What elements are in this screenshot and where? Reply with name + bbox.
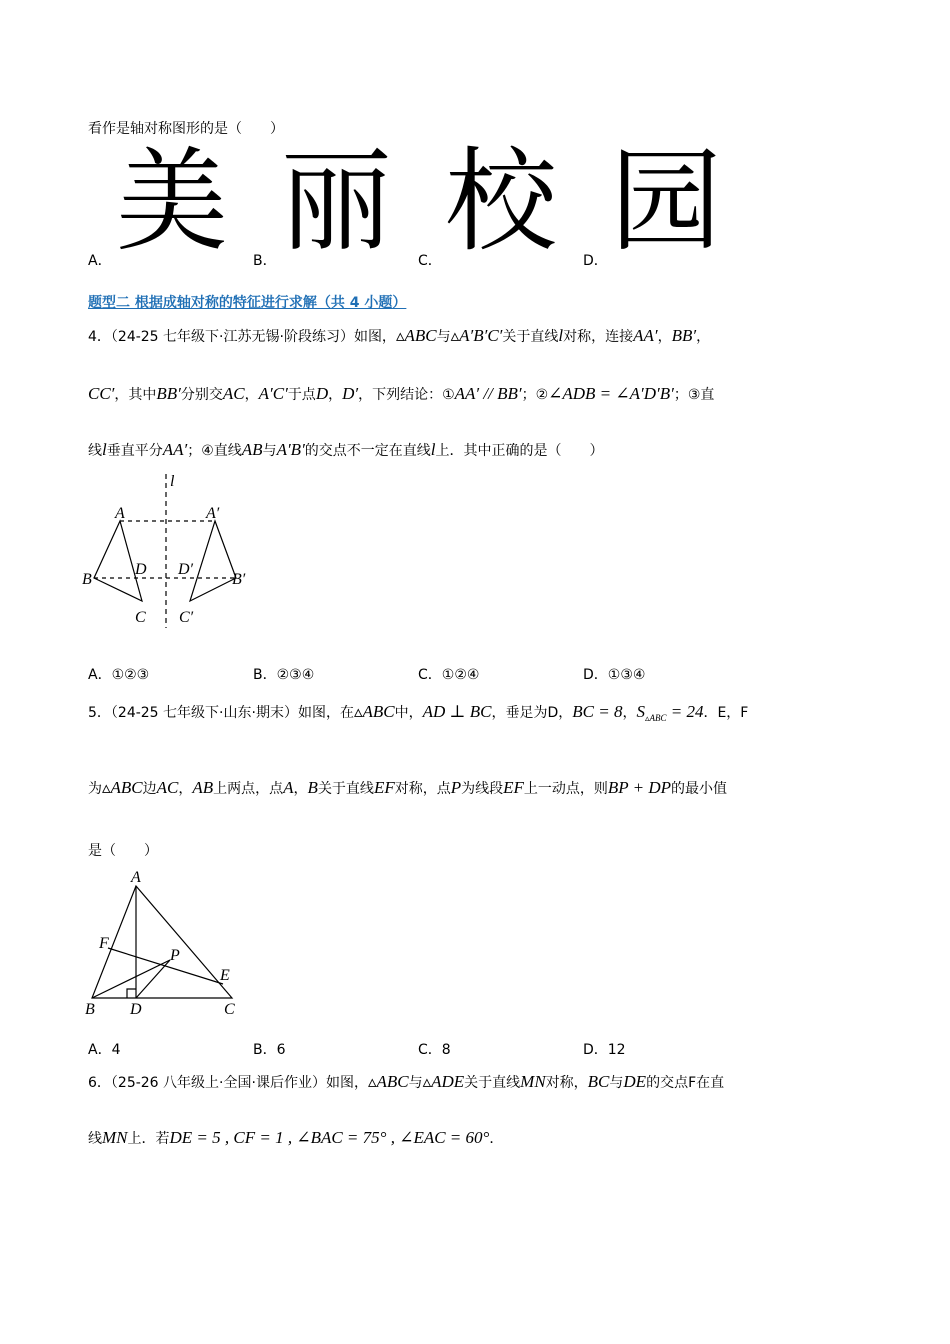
label-a1: A′ <box>206 505 220 522</box>
q4-text: 4．（24-25 七年级下·江苏无锡·阶段练习）如图， <box>88 329 396 345</box>
q4-math: l <box>102 440 107 459</box>
q6-line-2 <box>88 1128 503 1148</box>
q3-option-a: A． <box>88 253 112 269</box>
q4-text: 垂直平分 <box>106 443 163 459</box>
section-title: 题型二 根据成轴对称的特征进行求解（共 4 小题） <box>88 295 407 311</box>
q4-line-1 <box>88 326 710 346</box>
q4-text: ， <box>657 329 672 345</box>
q4-text: ；② <box>521 387 549 403</box>
q4-text: 于点 <box>287 387 316 403</box>
q5-option-c: C．8 <box>418 1042 451 1058</box>
q5-math-sub: ▵ABC <box>644 712 667 723</box>
q5-text: ， <box>622 705 637 721</box>
char-option-c: 校 <box>445 137 557 267</box>
q6-line-1 <box>88 1072 724 1092</box>
q4-math: A′C′ <box>258 384 288 403</box>
q4-math: ∠ADB = ∠A′D′B′ <box>548 384 674 403</box>
q6-text: 线 <box>88 1131 102 1147</box>
label-b1: B′ <box>232 571 246 588</box>
q6-math: ▵ABC <box>367 1072 409 1091</box>
q5-text: 5．（24-25 七年级下·山东·期末）如图，在 <box>88 705 354 721</box>
q5-text: 为线段 <box>461 781 504 797</box>
q6-math: BC <box>587 1072 610 1091</box>
label-d1: D′ <box>178 561 194 578</box>
label-l: l <box>170 473 175 490</box>
q5-line-1 <box>88 702 748 724</box>
q6-math: DE = 5 , CF = 1 , ∠BAC = 75° , ∠EAC = 60° <box>169 1128 490 1147</box>
q5-text: ． <box>703 705 718 721</box>
q4-math: AC <box>222 384 245 403</box>
q4-math: BB′ <box>156 384 181 403</box>
q5-math: S <box>636 702 645 721</box>
q4-line-2 <box>88 384 714 404</box>
q5-text: ，垂足为 <box>491 705 548 721</box>
q5-text: E，F <box>717 705 749 721</box>
label-f: F <box>99 935 109 952</box>
triangle-abc <box>92 886 232 998</box>
char-option-d: 园 <box>610 137 722 267</box>
q5-math: BP + DP <box>607 778 671 797</box>
q4-option-d: D．①③④ <box>583 667 646 683</box>
q5-math: EF <box>503 778 524 797</box>
q4-text: 线 <box>88 443 102 459</box>
label-b: B <box>85 1001 95 1018</box>
q5-text: 关于直线 <box>317 781 374 797</box>
q5-math: A <box>283 778 294 797</box>
label-a: A <box>131 869 141 886</box>
segment-fe <box>108 948 223 984</box>
q5-figure <box>80 866 250 1022</box>
q4-math: AA′ <box>162 440 188 459</box>
q3-option-c: C． <box>418 253 442 269</box>
q5-option-b: B．6 <box>253 1042 286 1058</box>
q4-option-a: A．①②③ <box>88 667 150 683</box>
triangle-a1b1c1 <box>190 521 236 601</box>
q6-text: 与 <box>609 1075 624 1091</box>
q5-text: ， <box>558 705 573 721</box>
q4-text: ， <box>328 387 343 403</box>
q6-text: F <box>688 1075 697 1091</box>
q4-text: 关于直线 <box>502 329 559 345</box>
q4-math: D <box>315 384 329 403</box>
q6-text: 与 <box>408 1075 423 1091</box>
q4-text: 上．其中正确的是（ ） <box>435 443 604 459</box>
q5-math: ▵ABC <box>353 702 395 721</box>
q5-text: 中， <box>394 705 423 721</box>
q4-text: 的交点不一定在直线 <box>304 443 431 459</box>
q4-math: AA′ // BB′ <box>454 384 522 403</box>
q4-math: ▵ABC <box>395 326 437 345</box>
q4-text: ；③直 <box>673 387 715 403</box>
q5-text: 上一动点，则 <box>523 781 608 797</box>
q5-math: EF <box>373 778 395 797</box>
q5-math: B <box>307 778 318 797</box>
q5-text: ， <box>293 781 308 797</box>
label-e: E <box>220 967 230 984</box>
q6-text: 关于直线 <box>464 1075 521 1091</box>
q5-math: BC = 8 <box>572 702 623 721</box>
q4-text: ， <box>244 387 259 403</box>
q5-text: D <box>547 705 559 721</box>
q4-line-3 <box>88 440 604 460</box>
q4-math: D′ <box>342 384 359 403</box>
label-d: D <box>135 561 147 578</box>
q5-text: 上两点，点 <box>213 781 284 797</box>
q5-text: 边 <box>142 781 157 797</box>
q4-math: BB′ <box>671 326 697 345</box>
q6-math: MN <box>520 1072 546 1091</box>
q3-option-b: B． <box>253 253 277 269</box>
q6-text: 6．（25-26 八年级上·全国·课后作业）如图， <box>88 1075 368 1091</box>
q5-option-a: A．4 <box>88 1042 121 1058</box>
q5-text: ， <box>178 781 193 797</box>
q6-math: DE <box>623 1072 647 1091</box>
q4-math: l <box>558 326 564 345</box>
q4-text: ；④直线 <box>187 443 242 459</box>
q4-math: ▵A′B′C′ <box>450 326 503 345</box>
label-a: A <box>115 505 125 522</box>
q4-text: ，下列结论：① <box>358 387 455 403</box>
q6-text: 上．若 <box>127 1131 170 1147</box>
q5-math: ▵ABC <box>102 778 143 797</box>
q4-math: CC′ <box>88 384 115 403</box>
q5-math: AC <box>156 778 179 797</box>
q4-text: 分别交 <box>180 387 223 403</box>
char-option-b: 丽 <box>280 137 392 267</box>
right-angle-mark <box>127 989 136 998</box>
label-c: C <box>135 609 146 626</box>
label-c: C <box>224 1001 235 1018</box>
segment-dp <box>136 960 170 998</box>
q5-math: AB <box>192 778 214 797</box>
q4-option-b: B．②③④ <box>253 667 315 683</box>
q5-math: P <box>450 778 462 797</box>
q6-math: ▵ADE <box>422 1072 465 1091</box>
q6-text: 在直 <box>696 1075 725 1091</box>
q4-text: 对称，连接 <box>563 329 634 345</box>
q5-line-2 <box>88 778 727 798</box>
q5-math: = 24 <box>666 702 704 721</box>
q5-option-d: D．12 <box>583 1042 626 1058</box>
q5-line-3: 是（ ） <box>88 843 158 859</box>
q6-text: ． <box>489 1131 504 1147</box>
q4-math: AA′ <box>633 326 658 345</box>
q4-text: ，其中 <box>114 387 157 403</box>
q6-text: 对称， <box>545 1075 588 1091</box>
q5-text: 对称，点 <box>394 781 451 797</box>
q4-math: A′B′ <box>276 440 305 459</box>
q4-math: l <box>430 440 436 459</box>
label-c1: C′ <box>179 609 194 626</box>
q4-option-c: C．①②④ <box>418 667 480 683</box>
q4-text: 与 <box>436 329 451 345</box>
q5-text: 为 <box>88 781 102 797</box>
q3-question-tail: 看作是轴对称图形的是（ ） <box>88 121 284 137</box>
label-p: P <box>170 947 180 964</box>
label-d: D <box>130 1001 142 1018</box>
q4-figure <box>80 468 260 633</box>
q6-math: MN <box>102 1128 128 1147</box>
q4-text: 与 <box>262 443 277 459</box>
q5-math: AD ⊥ BC <box>422 702 492 721</box>
q3-option-d: D． <box>583 253 608 269</box>
q4-text: ， <box>696 329 711 345</box>
segment-bp <box>92 960 170 998</box>
q5-text: 的最小值 <box>671 781 727 797</box>
label-b: B <box>82 571 92 588</box>
q6-text: 的交点 <box>646 1075 689 1091</box>
char-option-a: 美 <box>116 137 228 267</box>
q4-math: AB <box>241 440 263 459</box>
